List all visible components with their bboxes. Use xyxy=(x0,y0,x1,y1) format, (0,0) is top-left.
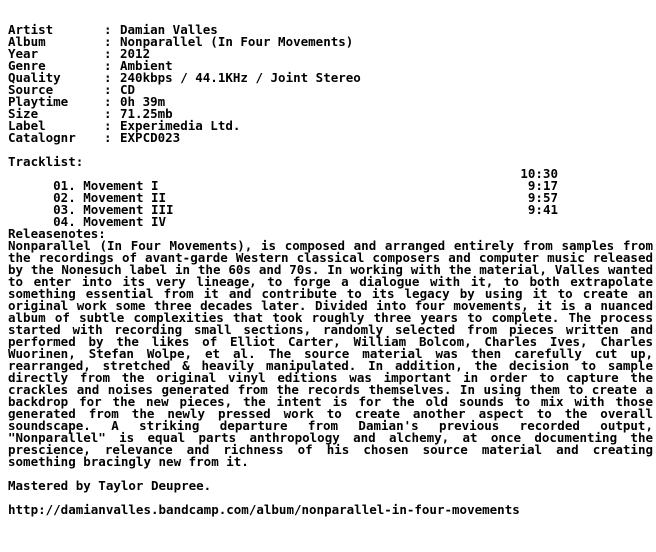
track-title[interactable]: 02. Movement II xyxy=(53,190,167,205)
meta-separator: : xyxy=(104,22,112,37)
track-duration: 10:30 xyxy=(520,166,558,181)
nfo-document xyxy=(8,24,653,516)
track-duration: 9:57 xyxy=(527,190,558,205)
meta-key: Playtime xyxy=(8,94,69,109)
meta-value[interactable]: 240kbps / 44.1KHz / Joint Stereo xyxy=(120,70,361,85)
tracklist xyxy=(8,154,653,229)
meta-separator: : xyxy=(104,34,112,49)
meta-key: Year xyxy=(8,46,39,61)
track-row xyxy=(8,202,653,229)
meta-key: Quality xyxy=(8,70,61,85)
meta-separator: : xyxy=(104,118,112,133)
bandcamp-link[interactable]: http://damianvalles.bandcamp.com/album/nonparallel-in-four-movements xyxy=(8,502,520,517)
meta-value[interactable]: 71.25mb xyxy=(120,106,173,121)
releasenotes-heading: Releasenotes: xyxy=(8,226,106,241)
tracklist-heading: Tracklist: xyxy=(8,154,84,169)
track-title[interactable]: 03. Movement III xyxy=(53,202,174,217)
meta-key: Size xyxy=(8,106,39,121)
meta-separator: : xyxy=(104,70,112,85)
meta-value[interactable]: Experimedia Ltd. xyxy=(120,118,241,133)
meta-value[interactable]: Ambient xyxy=(120,58,173,73)
releasenotes xyxy=(8,228,653,468)
meta-key: Catalognr xyxy=(8,130,76,145)
spacer xyxy=(8,144,653,156)
meta-separator: : xyxy=(104,106,112,121)
meta-key: Label xyxy=(8,118,46,133)
meta-separator: : xyxy=(104,46,112,61)
meta-separator: : xyxy=(104,94,112,109)
track-title[interactable]: 01. Movement I xyxy=(53,178,159,193)
meta-value[interactable]: Damian Valles xyxy=(120,22,218,37)
meta-separator: : xyxy=(104,82,112,97)
meta-row-catalognr xyxy=(8,132,653,144)
meta-value[interactable]: 0h 39m xyxy=(120,94,166,109)
meta-value[interactable]: EXPCD023 xyxy=(120,130,181,145)
release-info xyxy=(8,24,653,144)
mastered-credit[interactable]: Mastered by Taylor Deupree. xyxy=(8,478,212,493)
meta-separator: : xyxy=(104,58,112,73)
meta-separator: : xyxy=(104,130,112,145)
track-duration: 9:41 xyxy=(527,202,558,217)
meta-value[interactable]: CD xyxy=(120,82,136,97)
track-title[interactable]: 04. Movement IV xyxy=(53,214,167,229)
meta-key: Source xyxy=(8,82,54,97)
meta-key: Genre xyxy=(8,58,46,73)
track-duration: 9:17 xyxy=(527,178,558,193)
meta-value[interactable]: 2012 xyxy=(120,46,151,61)
meta-value[interactable]: Nonparallel (In Four Movements) xyxy=(120,34,354,49)
meta-key: Album xyxy=(8,34,46,49)
meta-key: Artist xyxy=(8,22,54,37)
releasenotes-body[interactable]: Nonparallel (In Four Movements), is composed and arranged entirely from samples from the recordings of avant-garde Western classical composers and computer music released by the Nonesuch label in the 60s and 70s. In working with the material, Valles wanted to enter into its very lineage, to forge a dialogue with it, to both extrapolate something essential from it and contribute to its legacy by using it to create an original work some three decades later. Divided into four movements, it is a nuanced album of subtle complexities that took roughly three years to complete. The process started with recording small sections, randomly selected from pieces written and performed by the likes of Elliot Carter, William Bolcom, Charles Ives, Charles Wuorinen, Stefan Wolpe, et al. The source material was then carefully cut up, rearranged, stretched & heavily manipulated. In addition, the decision to sample directly from the original vinyl editions was important in order to capture the crackles and noises generated from the records themselves. In using them to create a backdrop for the new pieces, the intent is for the old sounds to mix with those generated from the newly pressed work to create another aspect to the overall soundscape. A striking departure from Damian's previous recorded output, "Nonparallel" is equal parts anthropology and alchemy, at once documenting the prescience, relevance and richness of his chosen source material and creating something bracingly new from it. xyxy=(8,238,653,469)
